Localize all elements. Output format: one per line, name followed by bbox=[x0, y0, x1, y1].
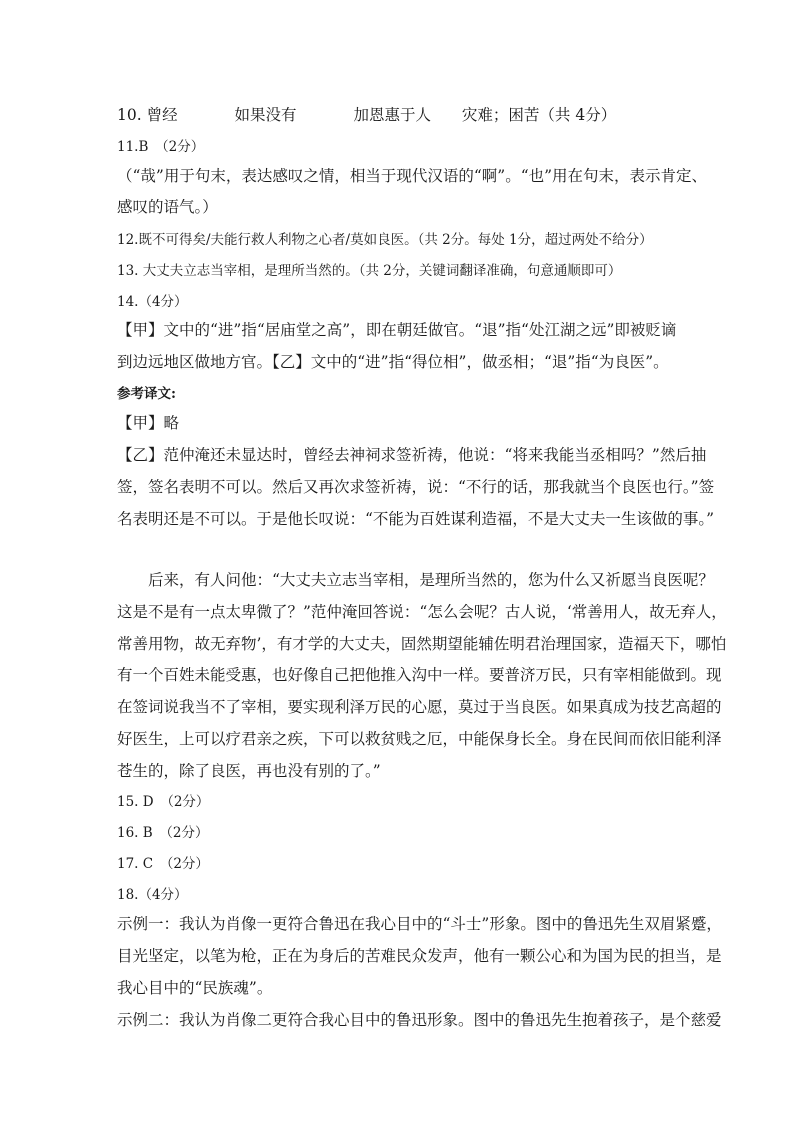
answer-q10 bbox=[117, 103, 616, 125]
translation-yi-p1-line-3: 名表明还是不可以。于是他长叹说：“不能为百姓谋利造福，不是大丈夫一生该做的事。” bbox=[117, 510, 715, 528]
answer-q17: 17. C （2分） bbox=[117, 856, 209, 872]
q18-example-1-line-3: 我心目中的“民族魂”。 bbox=[117, 979, 273, 997]
translation-jia: 【甲】略 bbox=[117, 414, 180, 432]
answer-q18-header: 18.（4分） bbox=[117, 887, 188, 903]
reference-translation-title: 参考译文: bbox=[117, 386, 176, 402]
translation-yi-p1-line-1: 【乙】范仲淹还未显达时，曾经去神祠求签祈祷，他说：“将来我能当丞相吗？”然后抽 bbox=[117, 446, 707, 464]
translation-yi-p2-line-6: 好医生，上可以疗君亲之疾，下可以救贫贱之厄，中能保身长全。身在民间而依旧能利泽 bbox=[117, 730, 722, 748]
q10-item-1: 10. 曾经 bbox=[117, 106, 178, 124]
q14-answer-line-1: 【甲】文中的“进”指“居庙堂之高”，即在朝廷做官。“退”指“处江湖之远”即被贬谪 bbox=[117, 321, 677, 339]
translation-yi-p2-line-4: 有一个百姓未能受惠，也好像自己把他推入沟中一样。要普济万民，只有宰相能做到。现 bbox=[117, 666, 722, 684]
translation-yi-p2-line-2: 这是不是有一点太卑微了？”范仲淹回答说：“怎么会呢？古人说，‘常善用人，故无弃人， bbox=[117, 603, 727, 621]
answer-q16: 16. B （2分） bbox=[117, 825, 209, 841]
answer-q11: 11.B （2分） bbox=[117, 139, 205, 155]
translation-yi-p2-line-5: 在签词说我当不了宰相，要实现利泽万民的心愿，莫过于当良医。如果真成为技艺高超的 bbox=[117, 698, 722, 716]
q10-item-2: 如果没有 bbox=[234, 106, 297, 124]
translation-yi-p1-line-2: 签，签名表明不可以。然后又再次求签祈祷，说：“不行的话，那我就当个良医也行。”签 bbox=[117, 478, 715, 496]
q18-example-2-line-1: 示例二：我认为肖像二更符合我心目中的鲁迅形象。图中的鲁迅先生抱着孩子，是个慈爱 bbox=[117, 1011, 722, 1029]
q10-item-4: 灾难；困苦（共 4分） bbox=[461, 106, 617, 124]
answer-q15: 15. D （2分） bbox=[117, 794, 210, 810]
q11-explanation-line-1: （“哉”用于句末，表达感叹之情，相当于现代汉语的“啊”。“也”用在句末，表示肯定、 bbox=[117, 167, 708, 185]
q14-answer-line-2: 到边远地区做地方官。【乙】文中的“进”指“得位相”，做丞相；“退”指“为良医”。 bbox=[117, 353, 669, 371]
answer-q13: 13. 大丈夫立志当宰相，是理所当然的。（共 2分，关键词翻译准确，句意通顺即可） bbox=[117, 263, 622, 279]
answer-q14-header: 14.（4分） bbox=[117, 294, 188, 310]
answer-q12: 12.既不可得矣/夫能行救人利物之心者/莫如良医。（共 2分。每处 1分，超过两处不给分） bbox=[117, 232, 653, 248]
q18-example-1-line-1: 示例一：我认为肖像一更符合鲁迅在我心目中的“斗士”形象。图中的鲁迅先生双眉紧蹙， bbox=[117, 915, 722, 933]
translation-yi-p2-line-3: 常善用物，故无弃物’，有才学的大丈夫，固然期望能辅佐明君治理国家，造福天下，哪怕 bbox=[117, 635, 727, 653]
translation-yi-p2-line-7: 苍生的，除了良医，再也没有别的了。” bbox=[117, 762, 381, 780]
q18-example-1-line-2: 目光坚定，以笔为枪，正在为身后的苦难民众发声，他有一颗公心和为国为民的担当，是 bbox=[117, 947, 722, 965]
translation-yi-p2-line-1: 后来，有人问他：“大丈夫立志当宰相，是理所当然的，您为什么又祈愿当良医呢？ bbox=[148, 571, 714, 589]
q10-item-3: 加恩惠于人 bbox=[353, 106, 431, 124]
q11-explanation-line-2: 感叹的语气。） bbox=[117, 198, 218, 216]
